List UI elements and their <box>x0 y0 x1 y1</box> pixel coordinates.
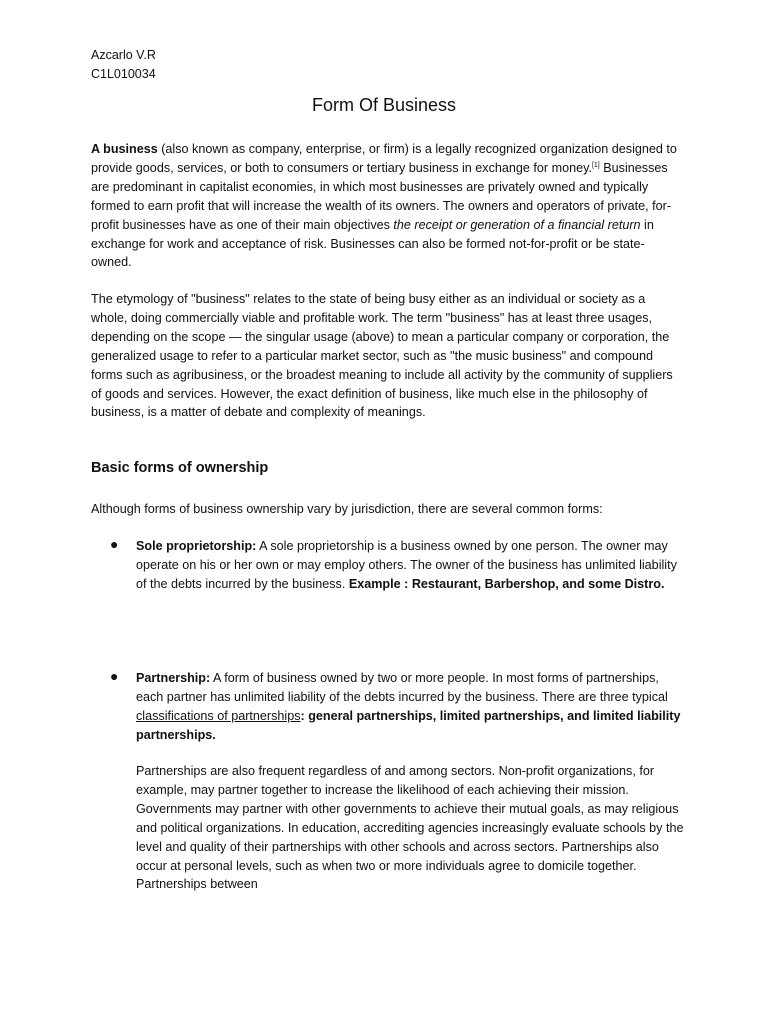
author-id: C1L010034 <box>91 67 156 81</box>
paragraph-definition <box>91 140 681 272</box>
paragraph-etymology: The etymology of "business" relates to the state of being busy either as an individual or society as a whole, doing commercially viable and profitable work. The term "business" has at least three usages, depending on the scope — the singular usage (above) to mean a particular company or corporation, the generalized usage to refer to a particular market sector, such as "the music business" and compound forms such as agribusiness, or the broadest meaning to include all activity by the community of suppliers of goods and services. However, the exact definition of business, like much else in the philosophy of business, is a matter of debate and complexity of meanings. <box>91 292 673 420</box>
paragraph-intro: Although forms of business ownership vary by jurisdiction, there are several common forms: <box>91 502 603 516</box>
term-business: A business <box>91 142 158 156</box>
bullet-icon: ● <box>110 668 119 684</box>
bullet-icon: ● <box>110 536 119 552</box>
para1-text3: in exchange for work and acceptance of risk. Businesses can also be formed not-for-profit or be state-owned. <box>91 217 654 270</box>
list-item-partnership <box>136 669 684 745</box>
para1-text1: (also known as company, enterprise, or firm) is a legally recognized organization designed to provide goods, services, or both to consumers or tertiary business in exchange for money. <box>91 142 677 175</box>
author-block <box>91 46 156 84</box>
citation-link[interactable]: [1] <box>591 161 600 169</box>
list-item-sole-proprietorship <box>136 537 684 594</box>
section-heading: Basic forms of ownership <box>91 460 269 476</box>
sole-label: Sole proprietorship: <box>136 539 257 553</box>
classifications-link[interactable]: classifications of partnerships <box>136 708 301 723</box>
author-name: Azcarlo V.R <box>91 48 156 62</box>
para1-text2: Businesses are predominant in capitalist economies, in which most businesses are privately owned and typically formed to earn profit that will increase the wealth of its owners. The owners and operators of private, for-profit businesses have as one of their main objectives <box>91 160 672 232</box>
sole-text: A sole proprietorship is a business owned by one person. The owner may operate on his or her own or may employ others. The owner of the business has unlimited liability of the debts incurred by the business. <box>136 539 677 591</box>
sole-example: Example : Restaurant, Barbershop, and some Distro. <box>348 576 665 591</box>
partnership-types: : general partnerships, limited partnerships, and limited liability partnerships. <box>136 708 681 742</box>
document-title: Form Of Business <box>311 95 457 115</box>
partnership-label: Partnership: <box>136 671 211 685</box>
partnership-text: A form of business owned by two or more people. In most forms of partnerships, each partner has unlimited liability of the debts incurred by the business. There are three typical <box>136 671 668 704</box>
paragraph-partnership-details: Partnerships are also frequent regardless of and among sectors. Non-profit organizations, for example, may partner together to increase the likelihood of each achieving their mission. Governments may partner with other governments to achieve their mutual goals, as may religious and political organizations. In education, accrediting agencies increasingly evaluate schools by the level and quality of their partnerships with other schools and across sectors. Partnerships also occur at personal levels, such as when two or more individuals agree to domicile together. Partnerships between <box>136 764 684 892</box>
para1-italic: the receipt or generation of a financial return <box>393 217 641 232</box>
